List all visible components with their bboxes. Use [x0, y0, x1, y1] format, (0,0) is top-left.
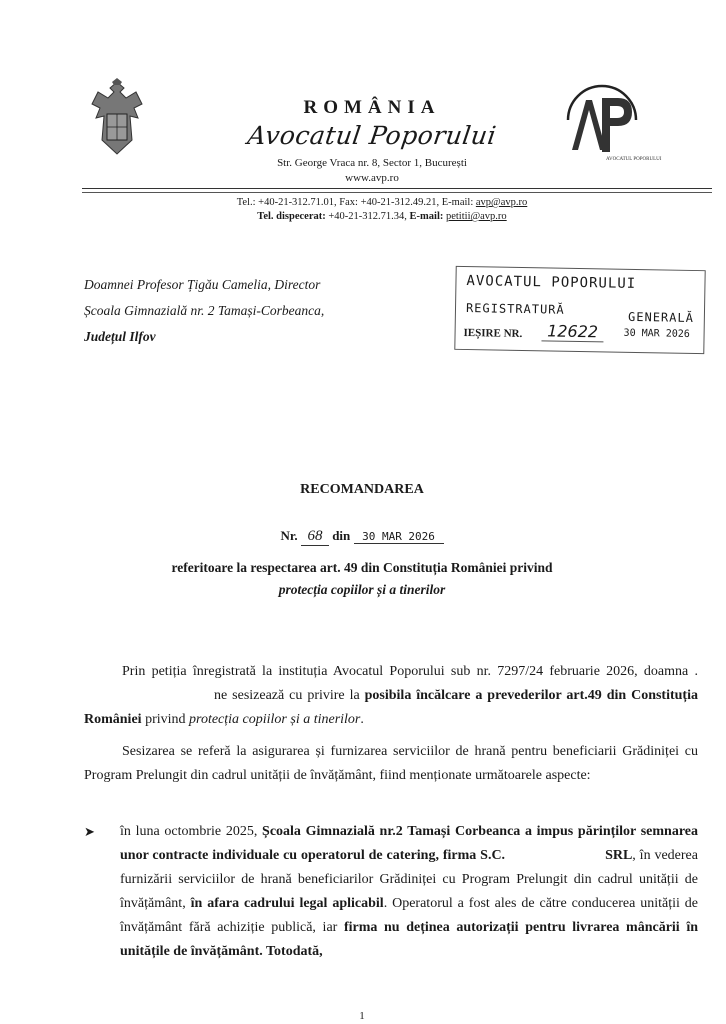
stamp-exit-number: 12622: [541, 321, 603, 342]
bullet-arrow-icon: ➤: [84, 824, 95, 839]
dispatcher-phone: +40-21-312.71.34,: [325, 211, 410, 222]
p1-text-a: Prin petiția înregistrată la instituția Avocatul Poporului sub nr. 7297/24 februarie 2026, doamna .: [122, 664, 698, 679]
avp-logo-icon: [562, 80, 662, 162]
addressee-line-2: Școala Gimnazială nr. 2 Tamași-Corbeanca,: [84, 303, 325, 318]
p1-end: .: [360, 712, 364, 727]
stamp-exit-label: IEȘIRE NR.: [463, 326, 523, 340]
addressee-line-1: Doamnei Profesor Țigău Camelia, Director: [84, 277, 321, 292]
b1-text-a: în luna octombrie 2025,: [120, 824, 263, 839]
b1-text-c: . Operatorul a fost ales de către conducerea unității de învățământ fără achiziție publică, iar: [120, 896, 698, 935]
b1-bold-4: firma nu deținea autorizații pentru livrarea mâncării în unitățile de învățământ. Totodată,: [120, 920, 698, 959]
addressee-line-3: Județul Ilfov: [84, 329, 156, 344]
stamp-exit-date: 30 MAR 2026: [623, 327, 690, 340]
document-title: RECOMANDAREA: [300, 482, 424, 497]
stamp-institution: AVOCATUL POPORULUI: [466, 273, 637, 292]
stamp-registry: REGISTRATURĂ: [465, 301, 565, 317]
registry-stamp: [454, 266, 705, 354]
b1-bold-1: Școala Gimnazială nr.2 Tamași Corbeanca a impus părinților semnarea unor contracte individuale cu operatorul de catering, firma S.C.: [120, 824, 698, 863]
contact-phones: Tel.: +40-21-312.71.01, Fax: +40-21-312.49.21, E-mail:: [236, 197, 476, 208]
p1-text-c: privind: [141, 712, 190, 727]
dispatcher-email-link[interactable]: petitii@avp.ro: [445, 211, 507, 222]
logo-caption: AVOCATUL POPORULUI: [606, 157, 662, 162]
page-number: 1: [359, 1010, 365, 1022]
institution-name: Avocatul Poporului: [245, 121, 499, 150]
country-name: ROMÂNIA: [303, 97, 441, 118]
dispatcher-email-label: E-mail:: [409, 211, 444, 222]
institution-website: www.avp.ro: [345, 172, 399, 184]
b1-bold-2: SRL: [605, 848, 633, 863]
din-label: din: [332, 528, 351, 543]
document-number-line: [0, 528, 724, 546]
paragraph-2: Sesizarea se referă la asigurarea și furnizarea serviciilor de hrană pentru beneficiarii Grădiniței cu Program Prelungit din cadrul unității de învățământ, fiind menționate următoarele aspecte:: [84, 744, 698, 783]
document-reference: referitoare la respectarea art. 49 din Constituția României privind: [171, 560, 553, 575]
nr-label: Nr.: [280, 528, 298, 543]
document-reference-italic: protecția copiilor și a tinerilor: [278, 582, 446, 597]
stamp-general: GENERALĂ: [627, 309, 695, 325]
b1-bold-3: în afara cadrului legal aplicabil: [190, 896, 384, 911]
institution-address: Str. George Vraca nr. 8, Sector 1, București: [277, 157, 467, 169]
paragraph-1: [84, 660, 698, 732]
bullet-item-1: [120, 820, 698, 964]
contact-email-link[interactable]: avp@avp.ro: [475, 197, 528, 208]
b1-text-b: , în vederea furnizării serviciilor de hrană beneficiarilor Grădiniței cu Program Prelungit din cadrul unității de învățământ,: [120, 848, 698, 911]
dispatcher-line: [0, 211, 724, 222]
header-rule-thin: [82, 192, 712, 193]
p1-bold: posibila încălcare a prevederilor art.49 din Constituția României: [84, 688, 698, 727]
nr-value: 68: [301, 528, 329, 546]
p1-italic: protecția copiilor și a tinerilor: [189, 712, 361, 727]
header-rule: [82, 188, 712, 189]
document-date: 30 MAR 2026: [354, 530, 444, 544]
dispatcher-label: Tel. dispecerat:: [257, 211, 326, 222]
contact-line: [0, 197, 724, 208]
p1-text-b: ne sesizează cu privire la: [214, 688, 365, 703]
